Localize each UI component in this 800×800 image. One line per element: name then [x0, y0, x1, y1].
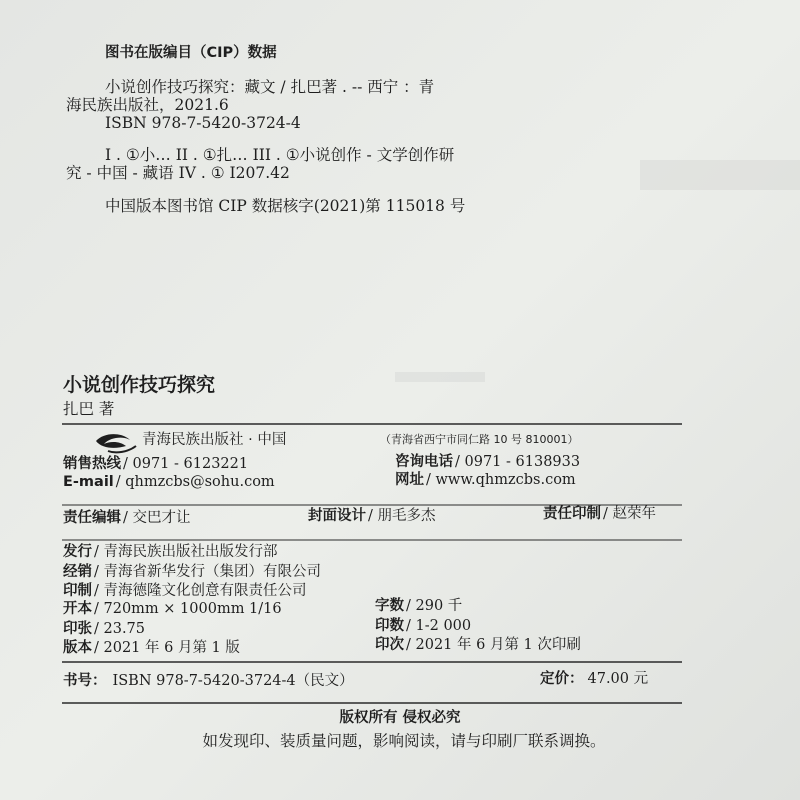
- print-label: 责任印制: [543, 506, 601, 522]
- svg-text:印次/ 2021 年 6 月第 1 次印刷: [375, 635, 581, 653]
- svg-text:字数/ 290 千: [375, 596, 462, 614]
- words-label: 字数: [375, 598, 404, 614]
- show-through-shadow: [640, 160, 800, 190]
- copies-value: / 1-2 000: [406, 618, 472, 634]
- book-number-label: 书号：: [63, 673, 107, 689]
- sheets-label: 印张: [63, 621, 92, 637]
- sales-label: 销售热线: [63, 456, 121, 472]
- printer-value: / 青海德隆文化创意有限责任公司: [94, 583, 307, 599]
- email-value: / qhmzcbs@sohu.com: [115, 474, 275, 490]
- svg-text:封面设计/ 朋毛多杰: [308, 506, 436, 524]
- svg-text:销售热线/ 0971 - 6123221: [63, 454, 248, 472]
- distribute-value: / 青海民族出版社出版发行部: [94, 544, 278, 560]
- copies-label: 印数: [375, 618, 404, 634]
- svg-text:开本/ 720mm × 1000mm 1/16: [63, 600, 282, 617]
- svg-text:咨询电话/ 0971 - 6138933: [395, 452, 580, 470]
- price-label: 定价：: [540, 671, 584, 687]
- book-number-value: ISBN 978-7-5420-3724-4（民文）: [112, 673, 354, 689]
- svg-text:责任编辑/ 交巴才让: [63, 508, 191, 526]
- svg-text:印制/ 青海德隆文化创意有限责任公司: [63, 582, 307, 599]
- cip-record: 中国版本图书馆 CIP 数据核字(2021)第 115018 号: [105, 197, 466, 215]
- cip-isbn: ISBN 978-7-5420-3724-4: [105, 114, 301, 132]
- cip-heading: 图书在版编目（CIP）数据: [105, 45, 277, 61]
- cip-class-1: I . ①小… II . ①扎… III . ①小说创作 - 文学创作研: [105, 146, 455, 164]
- show-through-shadow-2: [395, 372, 485, 382]
- publisher-address: （青海省西宁市同仁路 10 号 810001）: [380, 433, 579, 446]
- cover-value: / 朋毛多杰: [368, 508, 436, 524]
- format-value: / 720mm × 1000mm 1/16: [94, 601, 282, 617]
- book-author: 扎巴 著: [63, 400, 115, 418]
- printing-label: 印次: [375, 637, 404, 653]
- svg-text:印数/ 1-2 000: [375, 616, 471, 634]
- svg-text:经销/ 青海省新华发行（集团）有限公司: [63, 562, 321, 580]
- editor-value: / 交巴才让: [123, 510, 191, 526]
- sell-value: / 青海省新华发行（集团）有限公司: [94, 564, 321, 580]
- svg-text:印张/ 23.75: [63, 619, 145, 637]
- cip-class-2: 究 - 中国 - 藏语 IV . ① I207.42: [66, 164, 290, 182]
- svg-text:版本/ 2021 年 6 月第 1 版: [63, 638, 240, 656]
- printing-value: / 2021 年 6 月第 1 次印刷: [406, 637, 581, 653]
- consult-label: 咨询电话: [395, 454, 453, 470]
- rights-notice: 版权所有 侵权必究: [339, 710, 461, 726]
- web-value: / www.qhmzcbs.com: [426, 472, 576, 488]
- svg-text:E-mail/ qhmzcbs@sohu.com: [63, 474, 275, 490]
- sales-value: / 0971 - 6123221: [123, 456, 249, 472]
- web-label: 网址: [395, 472, 424, 488]
- edition-value: / 2021 年 6 月第 1 版: [94, 640, 240, 656]
- printer-label: 印制: [63, 583, 92, 599]
- edition-label: 版本: [63, 640, 92, 656]
- svg-text:定价：47.00 元: [540, 669, 649, 687]
- price-value: 47.00 元: [587, 671, 649, 687]
- print-value: / 赵荣年: [603, 506, 656, 522]
- cip-line-2: 海民族出版社，2021.6: [66, 96, 229, 114]
- sheets-value: / 23.75: [94, 621, 146, 637]
- words-value: / 290 千: [406, 598, 463, 614]
- svg-text:网址/ www.qhmzcbs.com: [395, 471, 576, 488]
- distribute-label: 发行: [63, 544, 92, 560]
- email-label: E-mail: [63, 474, 114, 490]
- sell-label: 经销: [63, 564, 92, 580]
- consult-value: / 0971 - 6138933: [455, 454, 581, 470]
- svg-text:发行/ 青海民族出版社出版发行部: [62, 542, 278, 560]
- editor-label: 责任编辑: [63, 510, 121, 526]
- publisher-name: 青海民族出版社 · 中国: [142, 432, 287, 448]
- cip-line-1: 小说创作技巧探究：藏文 / 扎巴著 . -- 西宁 ：青: [105, 78, 435, 96]
- quality-notice: 如发现印、装质量问题，影响阅读，请与印刷厂联系调换。: [202, 732, 606, 750]
- cover-label: 封面设计: [308, 508, 366, 524]
- svg-text:责任印制/ 赵荣年: [543, 504, 656, 522]
- format-label: 开本: [63, 601, 92, 617]
- book-title: 小说创作技巧探究: [63, 374, 216, 396]
